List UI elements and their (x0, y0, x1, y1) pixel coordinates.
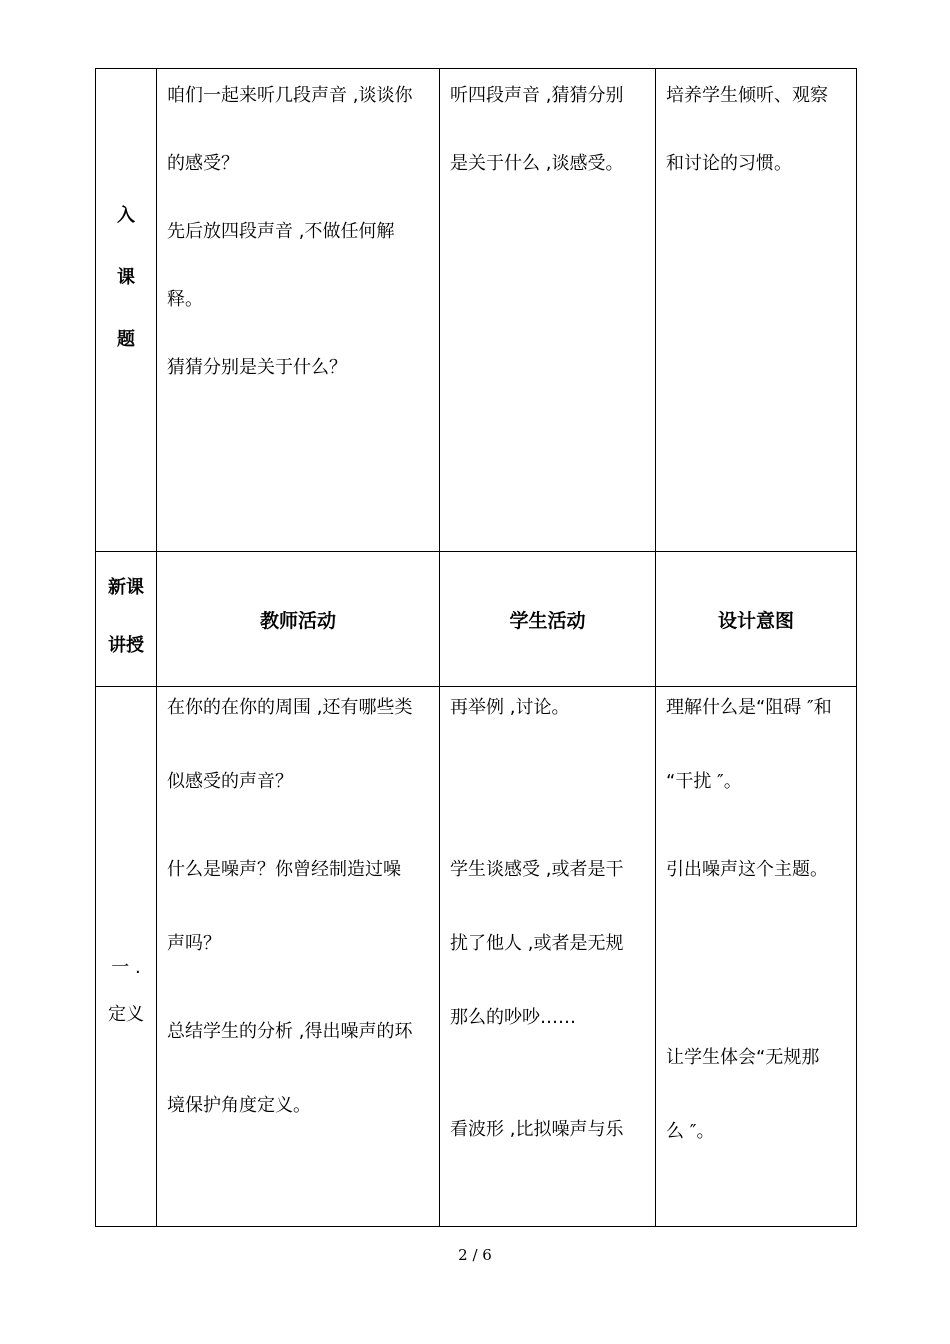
text-line: 理解什么是“阻碍 ″和 (666, 697, 832, 718)
text-line: 总结学生的分析 ,得出噪声的环 (167, 1021, 413, 1042)
text-line: “干扰 ″。 (666, 771, 742, 792)
text-line: 是关于什么 ,谈感受。 (450, 153, 624, 174)
lesson-header-row (96, 552, 857, 687)
intro-side-char: 入 (117, 205, 135, 226)
text-line: 咱们一起来听几段声音 ,谈谈你 (167, 85, 413, 106)
intro-student-cell (440, 69, 656, 552)
text-line: 先后放四段声音 ,不做任何解 (167, 221, 395, 242)
text-line (450, 1067, 647, 1093)
text-line: 似感受的声音？ (167, 771, 293, 792)
text-line: 学生谈感受 ,或者是干 (450, 859, 624, 880)
design-intent-heading: 设计意图 (656, 552, 857, 687)
text-line (450, 769, 647, 831)
text-line: 再举例 ,讨论。 (450, 697, 570, 718)
intro-teacher-cell (157, 69, 440, 552)
intro-intent-cell (656, 69, 857, 552)
text-line: 培养学生倾听、观察 (666, 85, 828, 106)
intro-side-label (96, 69, 157, 552)
text-line (666, 831, 848, 857)
header-side-line: 讲授 (108, 635, 144, 656)
text-line: 看波形 ,比拟噪声与乐 (450, 1119, 624, 1140)
text-line (666, 993, 848, 1019)
text-line: 释。 (167, 289, 203, 310)
definition-row (96, 687, 857, 1227)
text-line (450, 831, 647, 857)
text-line (167, 831, 431, 857)
text-line (450, 1093, 647, 1117)
text-line (666, 1019, 848, 1045)
text-line: 引出噪声这个主题。 (666, 859, 828, 880)
intro-side-char: 课 (117, 267, 135, 288)
side-line: 定义 (108, 1003, 144, 1025)
definition-student-cell (440, 687, 656, 1227)
teacher-activity-heading: 教师活动 (157, 552, 440, 687)
section-header-label (96, 552, 157, 687)
text-line: 让学生体会“无规那 (666, 1047, 820, 1068)
text-line: 扰了他人 ,或者是无规 (450, 933, 624, 954)
page-number: 2 / 6 (458, 1246, 492, 1264)
text-line: 么 ″。 (666, 1121, 715, 1142)
lesson-plan-table (95, 68, 857, 1227)
text-line: 境保护角度定义。 (167, 1095, 311, 1116)
text-line: 和讨论的习惯。 (666, 153, 792, 174)
text-line: 听四段声音 ,猜猜分别 (450, 85, 624, 106)
definition-side-label (96, 687, 157, 1227)
header-side-line: 新课 (108, 577, 144, 598)
text-line: 声吗？ (167, 933, 221, 954)
definition-teacher-cell (157, 687, 440, 1227)
text-line: 的感受？ (167, 153, 239, 174)
definition-intent-cell (656, 687, 857, 1227)
text-line: 什么是噪声？你曾经制造过噪 (167, 859, 401, 880)
intro-row (96, 69, 857, 552)
text-line: 那么的吵吵…… (450, 1007, 576, 1028)
text-line (666, 931, 848, 993)
text-line: 在你的在你的周围 ,还有哪些类 (167, 697, 413, 718)
student-activity-heading: 学生活动 (440, 552, 656, 687)
intro-side-char: 题 (117, 329, 135, 350)
text-line (167, 993, 431, 1019)
text-line: 猜猜分别是关于什么？ (167, 357, 347, 378)
side-line: 一 . (111, 956, 141, 978)
